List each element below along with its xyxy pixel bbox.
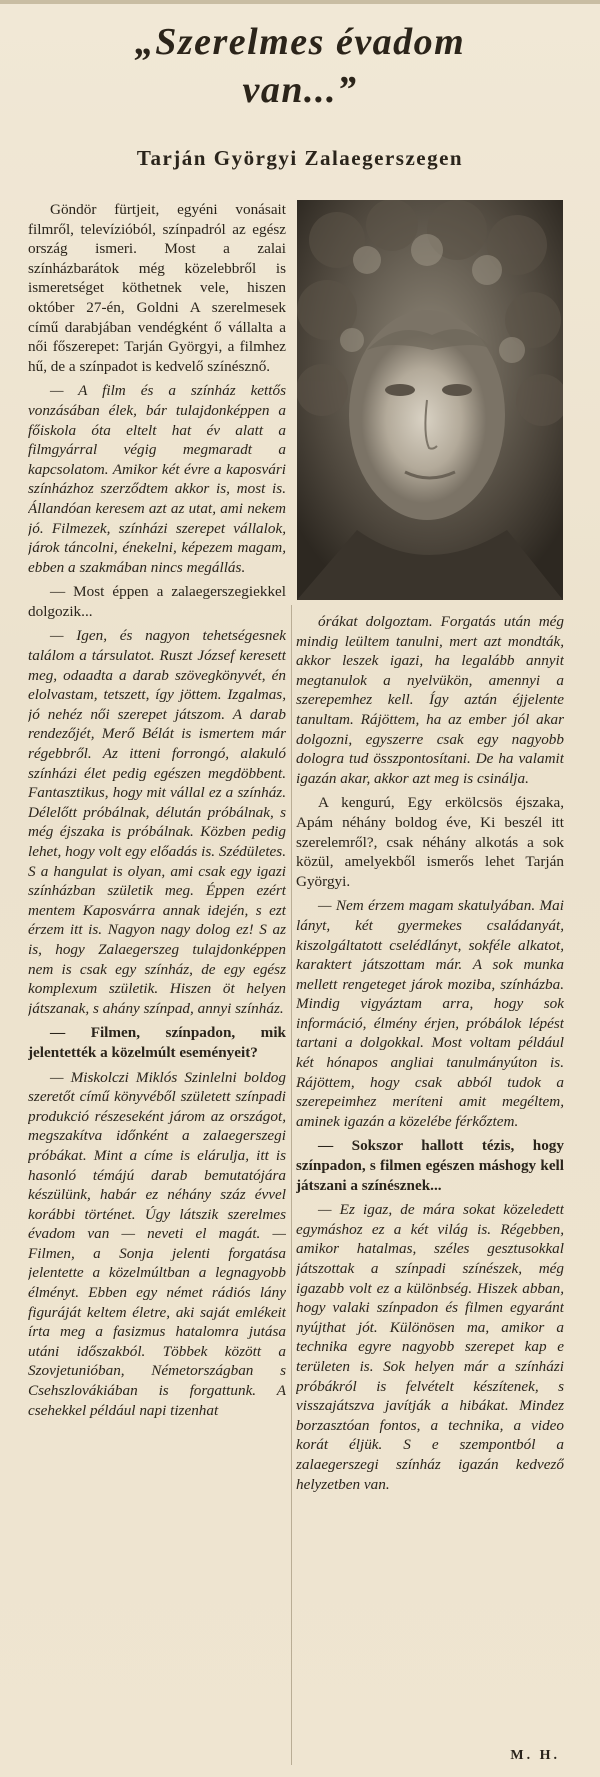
column-divider: [291, 605, 292, 1765]
paragraph: — Ez igaz, de mára sokat közeledett egymáshoz ez a két világ is. Régebben, amikor hatalmas, széles gesztusokkal játszottak a színpadi színészek, még igazabb volt ez a különbség. Hiszek abban, hogy valaki színpadon és filmen egyaránt nyújthat jót. Különösen ma, amikor a technika egyre nagyobb szerepet kap e területen is. Sok helyen már a színházi próbákról is felvételt készítenek, s visszajátszva javítják a hibákat. Mindez borzasztóan fontos, a technika, a video korát éljük. S e szempontból a zalaegerszegi színház igazán kedvező helyzetben van.: [296, 1201, 564, 1493]
subheadline: Tarján Györgyi Zalaegerszegen: [136, 146, 464, 170]
paragraph: A kengurú, Egy erkölcsös éjszaka, Apám néhány boldog éve, Ki beszél itt szerelemről?, csak néhány alkotás a sok közül, amelyekből ismerős lehet Tarján Györgyi.: [296, 794, 564, 890]
paragraph: — Sokszor hallott tézis, hogy színpadon, s filmen egészen máshogy kell játszani a színésznek...: [296, 1137, 564, 1194]
paragraph: — Miskolczi Miklós Szinlelni boldog szeretőt című könyvéből született színpadi produkció részeseként járom az országot, megszakítva időnként a zalaegerszegi próbákat. Mint a címe is elárulja, itt is hasonló témájú darab bemutatójára készülünk, habár ez néhány száz évvel korábbi történet. Úgy látszik szerelmes évadom van — neveti el magát. — Filmen, a Sonja jelenti forgatása jelentette a közelmúltban a legnagyobb élményt. Ebben egy német rádiós lány figuráját keltem életre, aki saját emlékeit írta meg a fasizmus hatalomra jutása utáni időszakból. Többek között a Szovjetunióban, Németországban s Csehszlovákiában is forgattunk. A csehekkel például napi tizenhat: [28, 1068, 286, 1419]
paragraph: — A film és a színház kettős vonzásában élek, bár tulajdonképpen a főiskola óta eltelt hat év alatt a filmgyárral végig megmaradt a kapcsolatom. Amikor két évre a kaposvári színházhoz szerződtem akkor is, most is. Állandóan keresem azt az utat, ami nekem jó. Filmezek, színházi szerepet vállalok, járok táncolni, énekelni, képezem magam, ebben a szakmában nincs megállás.: [28, 382, 286, 576]
paragraph: — Filmen, színpadon, mik jelentették a közelmúlt eseményeit?: [28, 1024, 286, 1061]
portrait-photo-icon: [297, 200, 563, 600]
right-column: [296, 612, 564, 1752]
paragraph: — Nem érzem magam skatulyában. Mai lányt, két gyermekes családanyát, kiszolgáltatott cselédlányt, sokféle alkatot, karaktert játszottam már. A sok munka mellett rengeteget járok moziba, színházba. Mindig vigyáztam arra, hogy sok információ, élmény érjen, próbálok lépést tartani a dolgokkal. Most voltam például két hónapos angliai tanulmányúton is. Rájöttem, hogy csak abból tudok a szerepeimhez meríteni amit megéltem, aminek igazán a közelébe férkőztem.: [296, 897, 564, 1130]
headline: [0, 18, 600, 114]
top-rule: [0, 0, 600, 4]
paragraph: — Most éppen a zalaegerszegiekkel dolgozik...: [28, 583, 286, 620]
paragraph: órákat dolgoztam. Forgatás után még mindig leültem tanulni, mert azt mondták, akkor leszek igazi, ha legalább annyit megtanulok a nyelvükön, amennyi a szerepemhez kell. Így aztán éjjelente tanultam. Rájöttem, ha az ember jól akar dolgozni, egyszerre csak egy nagyobb dologra tud összpontosítani. De ha valamit igazán akar, akkor azt meg is csinálja.: [296, 613, 564, 787]
signature: M. H.: [510, 1748, 560, 1763]
paragraph: Göndör fürtjeit, egyéni vonásait filmről, televízióból, színpadról az egész ország ismeri. Most a zalai színházbarátok még közelebbről is ismeretséget köthetnek vele, hiszen október 27-én, Goldni A szerelmesek című darabjában vendégként ő vállalta a női főszerepet: Tarján Györgyi, a filmhez hű, de a színpadot is kedvelő színésznő.: [28, 201, 286, 375]
headline-line-1: „Szerelmes évadom: [134, 21, 466, 63]
paragraph: — Igen, és nagyon tehetségesnek találom a társulatot. Ruszt József keresett meg, odaadta a darab szövegkönyvét, én elolvastam, tetszett, így jöttem. Izgalmas, jó nehéz női szerepet játszom. A darab rendezőjét, Merő Bélát is ismertem már régebbről. Az itteni forrongó, alakuló színházi élet pedig egészen megdöbbent. Fantasztikus, hogy mit vállal ez a színház. Délelőtt próbálnak, délután próbálnak, s még éjszaka is próbálnak. Közben pedig lehet, hogy volt egy előadás is. Szédületes. S a hangulat is olyan, ami csak egy igazi színházban születik meg. Éppen ezért mentem Kaposvárra annak idején, s ezt érzem itt is. Nagyon nagy dolog ez! S az is, hogy Zalaegerszeg tulajdonképpen nem is csak egy színház, de egy egész komplexum születik. Hiszen öt helyen játszanak, s ahány színpad, annyi színház.: [28, 627, 286, 1017]
left-column: [28, 200, 286, 1770]
portrait-photo: [297, 200, 563, 600]
headline-line-2: van...”: [242, 69, 358, 111]
